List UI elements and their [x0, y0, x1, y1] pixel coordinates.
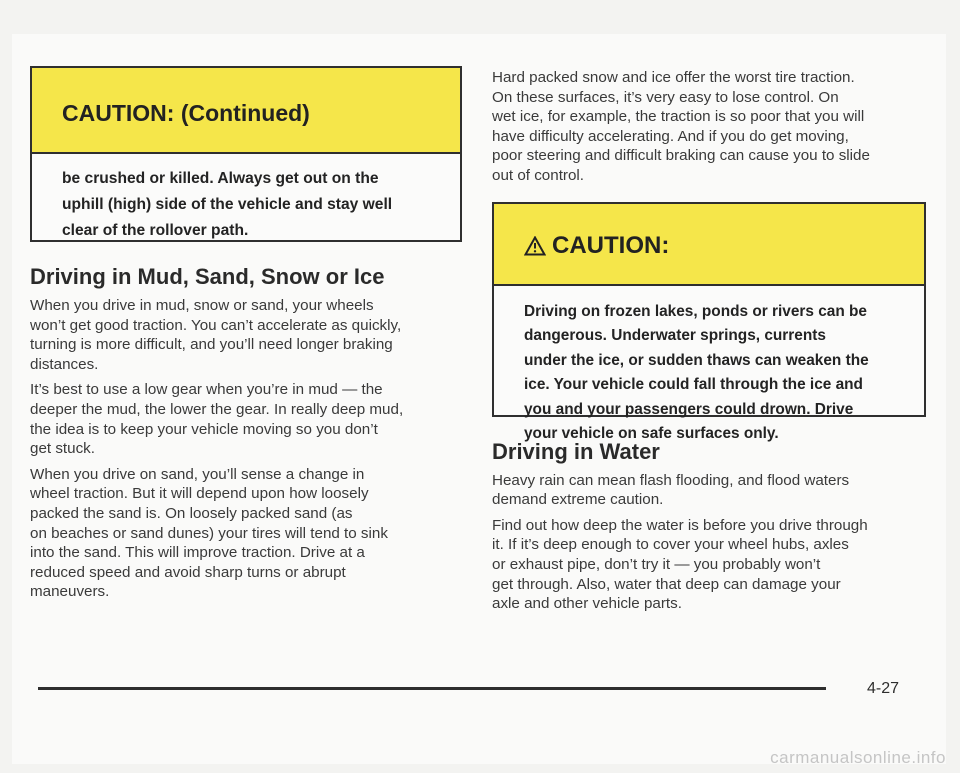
text-line: on beaches or sand dunes) your tires will tend to sink — [30, 524, 388, 542]
caution-continued-header: CAUTION: (Continued) — [32, 68, 460, 154]
text-line: into the sand. This will improve traction. Drive at a — [30, 544, 365, 562]
text-line: It’s best to use a low gear when you’re in mud — the — [30, 381, 383, 399]
heading-driving-in-water: Driving in Water — [492, 438, 660, 464]
caution-line: ice. Your vehicle could fall through the ice and — [524, 376, 863, 394]
caution-line: under the ice, or sudden thaws can weaken the — [524, 351, 869, 369]
paragraph-water-depth — [492, 516, 920, 614]
text-line: get through. Also, water that deep can damage your — [492, 575, 841, 593]
caution-ice-box — [492, 202, 926, 443]
caution-line: you and your passengers could drown. Drive — [524, 400, 854, 418]
text-line: axle and other vehicle parts. — [492, 595, 682, 613]
caution-ice-body — [494, 286, 924, 447]
text-line: distances. — [30, 355, 99, 373]
text-line: the idea is to keep your vehicle moving so you don’t — [30, 420, 378, 438]
caution-line: dangerous. Underwater springs, currents — [524, 327, 826, 345]
text-line: maneuvers. — [30, 583, 110, 601]
text-line: Find out how deep the water is before you drive through — [492, 516, 868, 534]
text-line: it. If it’s deep enough to cover your wheel hubs, axles — [492, 536, 849, 554]
page-number: 4-27 — [867, 680, 900, 697]
paragraph-flash-flooding — [492, 471, 920, 510]
caution-line: your vehicle on safe surfaces only. — [524, 425, 779, 443]
text-line: or exhaust pipe, don’t try it — you probably won’t — [492, 555, 821, 573]
caution-line: clear of the rollover path. — [62, 222, 249, 239]
text-line: deeper the mud, the lower the gear. In really deep mud, — [30, 400, 404, 418]
heading-mud-sand-snow-ice: Driving in Mud, Sand, Snow or Ice — [30, 264, 385, 289]
text-line: have difficulty accelerating. And if you do get moving, — [492, 127, 849, 145]
text-line: Hard packed snow and ice offer the worst tire traction. — [492, 69, 855, 86]
caution-ice-header — [494, 204, 924, 286]
text-line: wet ice, for example, the traction is so poor that you will — [492, 108, 865, 126]
text-line: wheel traction. But it will depend upon how loosely — [30, 485, 369, 503]
text-line: reduced speed and avoid sharp turns or abrupt — [30, 563, 346, 581]
right-column — [492, 68, 920, 614]
text-line: poor steering and difficult braking can cause you to slide — [492, 147, 870, 165]
text-line: out of control. — [492, 166, 585, 184]
text-line: When you drive on sand, you’ll sense a change in — [30, 465, 365, 483]
caution-continued-body — [32, 154, 460, 244]
paragraph-snow-ice — [492, 68, 920, 186]
paragraph-traction — [30, 296, 460, 374]
watermark: carmanualsonline.info — [770, 748, 946, 767]
caution-line: uphill (high) side of the vehicle and stay well — [62, 196, 393, 213]
text-line: get stuck. — [30, 440, 95, 458]
warning-triangle-icon — [524, 235, 546, 263]
paragraph-low-gear — [30, 380, 460, 458]
caution-ice-title: CAUTION: — [552, 231, 670, 259]
paragraph-sand — [30, 465, 460, 602]
caution-line: be crushed or killed. Always get out on the — [62, 170, 379, 187]
text-line: turning is more difficult, and you’ll need longer braking — [30, 336, 393, 354]
text-line: On these surfaces, it’s very easy to lose control. On — [492, 88, 839, 106]
caution-continued-box — [30, 66, 462, 242]
text-line: won’t get good traction. You can’t accelerate as quickly, — [30, 316, 402, 334]
left-column — [30, 66, 460, 602]
text-line: When you drive in mud, snow or sand, your wheels — [30, 297, 374, 314]
text-line: Heavy rain can mean flash flooding, and flood waters — [492, 471, 850, 489]
text-line: demand extreme caution. — [492, 491, 664, 509]
caution-line: Driving on frozen lakes, ponds or rivers can be — [524, 302, 867, 320]
footer-rule — [38, 687, 826, 690]
text-line: packed the sand is. On loosely packed sand (as — [30, 504, 353, 522]
